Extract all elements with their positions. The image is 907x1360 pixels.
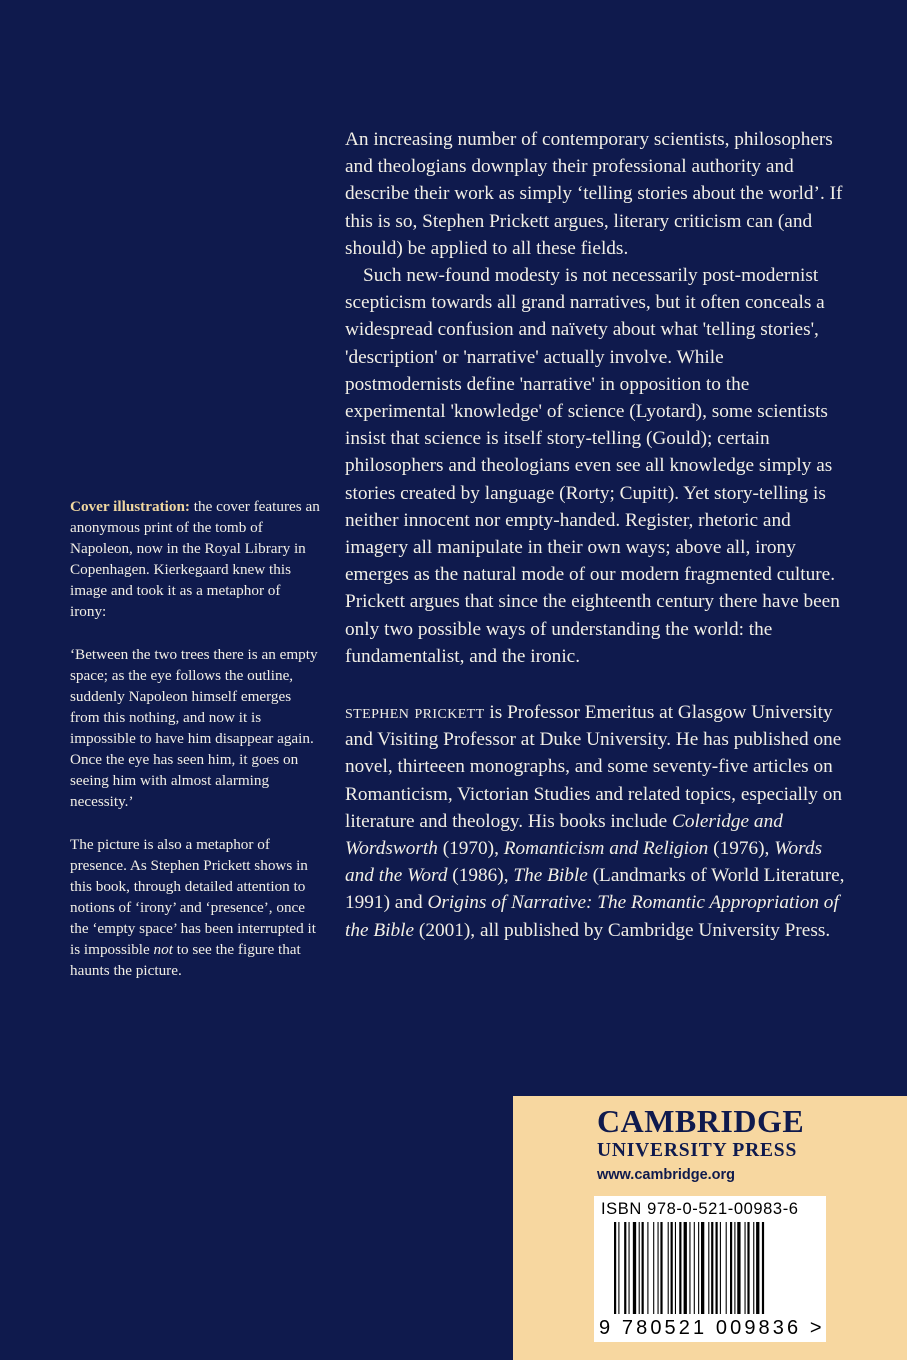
barcode-bar (734, 1222, 735, 1314)
barcode-bar (753, 1222, 754, 1314)
book-title: Romanticism and Religion (503, 838, 709, 860)
barcode-bar (711, 1222, 713, 1314)
barcode-bar (668, 1222, 669, 1314)
blurb-paragraph-1: An increasing number of contemporary scientists, philosophers and theologians downplay their professional authority and describe their work as simply ‘telling stories about the world’. If this is so, Stephen Prickett argues, literary criticism can (and should) be applied to all these fields. (345, 129, 843, 259)
barcode-bar (737, 1222, 740, 1314)
book-title: Coleridge and Wordsworth (345, 810, 783, 860)
barcode-bar (624, 1222, 626, 1314)
publisher-logo-name: CAMBRIDGE (597, 1103, 805, 1139)
barcode-bar (614, 1222, 616, 1314)
barcode-bar (726, 1222, 727, 1314)
presence-text-b: to see the figure that haunts the picture. (70, 941, 301, 979)
publisher-url: www.cambridge.org (597, 1167, 736, 1183)
kierkegaard-quote: ‘Between the two trees there is an empty space; as the eye follows the outline, suddenly Napoleon himself emerges from this nothing, and now it is impossible to have him disappear again. Once the eye has seen him, it goes on seeing him with almost alarming necessity.’ (70, 646, 318, 810)
barcode-digits: 9 780521 009836 > (599, 1317, 825, 1339)
isbn-number: ISBN 978-0-521-00983-6 (601, 1200, 799, 1218)
cover-illustration-note (70, 496, 320, 1003)
bio-text: (2001), all published by Cambridge University Press. (414, 919, 831, 941)
cover-illustration-text: the cover features an anonymous print of the tomb of Napoleon, now in the Royal Library in Copenhagen. Kierkegaard knew this image and took it as a metaphor of irony: (70, 498, 320, 620)
cover-illustration-lead: Cover illustration: (70, 498, 190, 515)
barcode-bar (716, 1222, 718, 1314)
barcode-bar (747, 1222, 749, 1314)
bio-text: (Landmarks of World Literature, 1991) and (345, 865, 845, 914)
author-name: stephen prickett (345, 702, 485, 724)
barcode-bar (671, 1222, 673, 1314)
barcode-bar (720, 1222, 721, 1314)
barcode-bar (618, 1222, 619, 1314)
barcode (594, 1196, 826, 1342)
barcode-bar (639, 1222, 640, 1314)
barcode-bar (730, 1222, 732, 1314)
book-title: Origins of Narrative: The Romantic Appropriation of the Bible (345, 892, 839, 941)
barcode-bar (708, 1222, 709, 1314)
barcode-bar (647, 1222, 648, 1314)
presence-paragraph (70, 834, 320, 981)
barcode-bar (642, 1222, 644, 1314)
barcode-bar (653, 1222, 654, 1314)
barcode-bar (629, 1222, 630, 1314)
bio-text: is Professor Emeritus at Glasgow University and Visiting Professor at Duke University. He has published one novel, thirteeen monographs, and some seventy-five articles on Romanticism, Victorian Studies and related topics, especially on literature and theology. His books include (345, 702, 843, 832)
barcode-bar (633, 1222, 636, 1314)
book-title: Words and the Word (345, 838, 823, 887)
blurb-paragraph-2: Such new-found modesty is not necessarily post-modernist scepticism towards all grand narratives, but it often conceals a widespread confusion and naïvety about what 'telling stories', 'description' or 'narrative' actually involve. While postmodernists define 'narrative' in opposition to the experimental 'knowledge' of science (Lyotard), some scientists insist that science is itself story-telling (Gould); certain philosophers and theologians even see all knowledge simply as stories created by language (Rorty; Cupitt). Yet story-telling is neither innocent nor empty-handed. Register, rhetoric and imagery all manipulate in their own ways; above all, irony emerges as the natural mode of our modern fragmented culture. Prickett argues that since the eighteenth century there have been only two possible ways of understanding the world: the fundamentalist, and the ironic. (345, 265, 840, 667)
barcode-bar (694, 1222, 695, 1314)
bio-text: (1986), (447, 865, 514, 887)
presence-text-a: The picture is also a metaphor of presence. As Stephen Prickett shows in this book, through detailed attention to notions of ‘irony’ and ‘presence’, once the ‘empty space’ has been interrupted it is impossible (70, 836, 316, 958)
publisher-logo-press: UNIVERSITY PRESS (597, 1140, 798, 1161)
barcode-bar (745, 1222, 746, 1314)
book-title: The Bible (513, 865, 588, 887)
barcode-bar (660, 1222, 662, 1314)
author-bio (345, 699, 845, 944)
barcode-bar (675, 1222, 676, 1314)
blurb (345, 126, 845, 944)
presence-emphasis: not (153, 941, 173, 958)
barcode-bar (762, 1222, 764, 1314)
cover-illustration-intro (70, 496, 320, 622)
barcode-bar (756, 1222, 759, 1314)
barcode-bar (698, 1222, 699, 1314)
barcode-bar (684, 1222, 687, 1314)
barcode-bar (658, 1222, 659, 1314)
barcode-bar (679, 1222, 681, 1314)
publisher-panel (513, 1096, 907, 1360)
bio-text: (1976), (708, 838, 775, 860)
bio-text: (1970), (437, 838, 504, 860)
barcode-bar (701, 1222, 704, 1314)
barcode-bar (689, 1222, 690, 1314)
